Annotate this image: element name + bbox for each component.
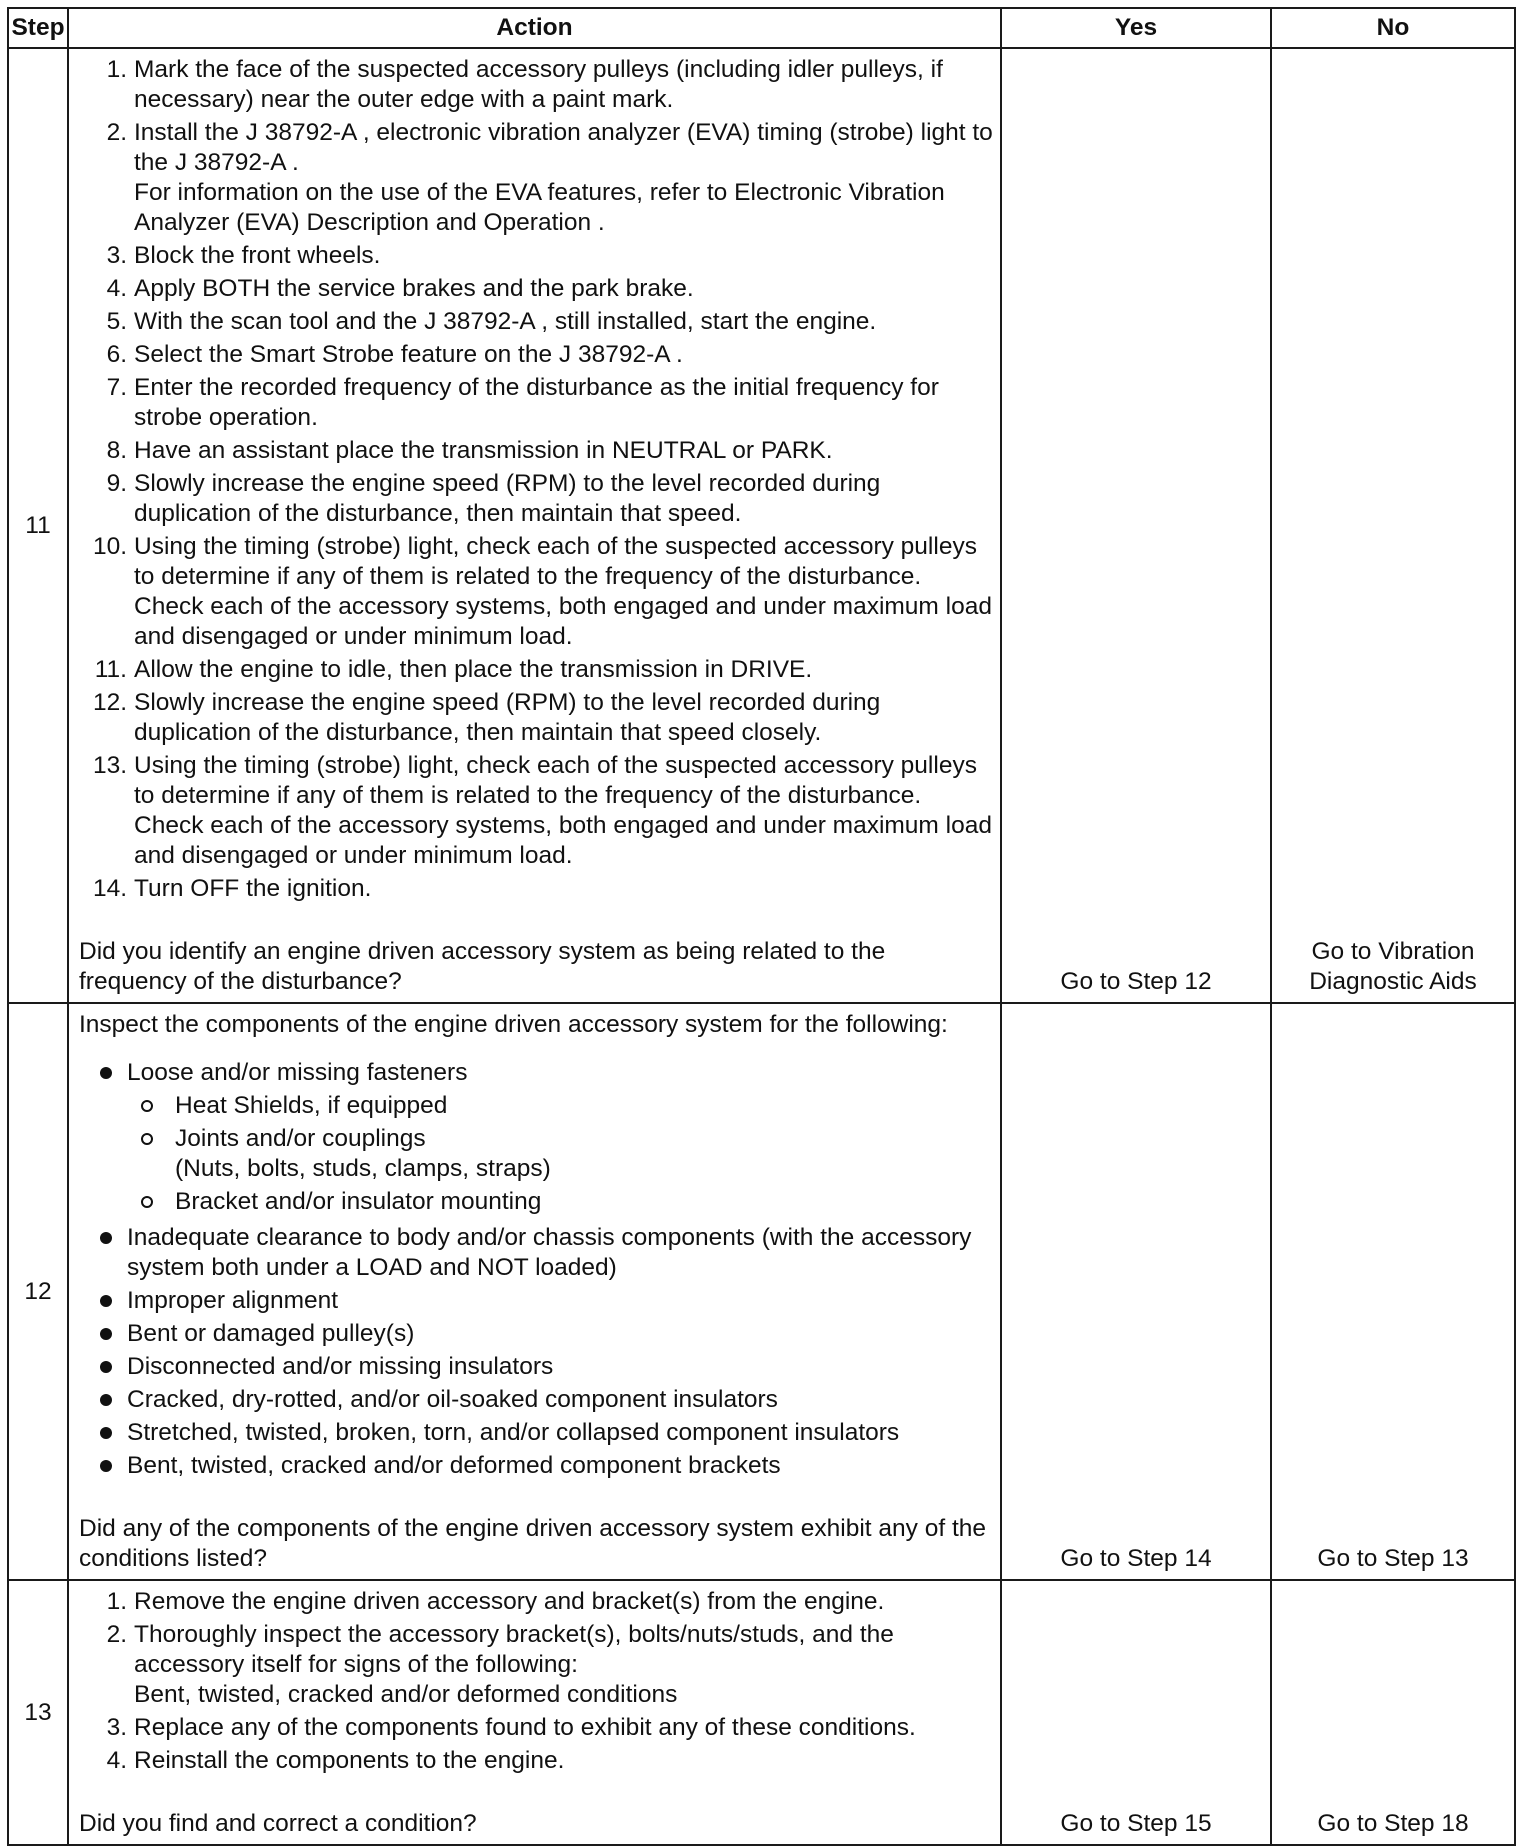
hollow-bullet-icon xyxy=(127,1124,177,1184)
list-item: 1. Remove the engine driven accessory and bracket(s) from the engine. xyxy=(106,1588,885,1615)
header-step: Step xyxy=(8,8,68,48)
list-item: 7. Enter the recorded frequency of the disturbance as the initial frequency for strobe operation. xyxy=(106,374,939,431)
action-cell xyxy=(68,1580,1001,1845)
bullet-icon xyxy=(79,1451,127,1481)
no-result: Go to Step 13 xyxy=(1271,1003,1515,1580)
list-item-note: Check each of the accessory systems, both engaged and under maximum load and disengaged or under minimum load. xyxy=(134,593,992,650)
list-item: 4. Reinstall the components to the engine. xyxy=(106,1747,565,1774)
bullet-item: Stretched, twisted, broken, torn, and/or collapsed component insulators xyxy=(79,1418,994,1448)
table-row-step-13 xyxy=(8,1580,1515,1845)
bullet-item: Bent or damaged pulley(s) xyxy=(79,1319,994,1349)
sub-bullet-item: Joints and/or couplings (Nuts, bolts, studs, clamps, straps) xyxy=(127,1124,994,1184)
list-item: 3. Block the front wheels. xyxy=(106,242,381,269)
bullet-item: Inadequate clearance to body and/or chassis components (with the accessory system both under a LOAD and NOT loaded) xyxy=(79,1223,994,1283)
table-row-step-12 xyxy=(8,1003,1515,1580)
step-number: 12 xyxy=(8,1003,68,1580)
hollow-bullet-icon xyxy=(127,1091,177,1121)
list-item: 14. Turn OFF the ignition. xyxy=(92,875,372,902)
header-no: No xyxy=(1271,8,1515,48)
header-row xyxy=(8,8,1515,48)
question-text: Did you identify an engine driven accessory system as being related to the frequency of the disturbance? xyxy=(79,938,886,995)
sub-bullet-item: Heat Shields, if equipped xyxy=(127,1091,994,1121)
list-item: 6. Select the Smart Strobe feature on the J 38792-A . xyxy=(106,341,683,368)
yes-result: Go to Step 14 xyxy=(1001,1003,1271,1580)
list-item: 13. Using the timing (strobe) light, check each of the suspected accessory pulleys to determine if any of them is related to the frequency of the disturbance. Check each of the accessory systems, both engaged and under maximum load and disengaged or under minimum load. xyxy=(79,751,994,871)
list-item: 5. With the scan tool and the J 38792-A , still installed, start the engine. xyxy=(106,308,877,335)
list-item-note: For information on the use of the EVA features, refer to Electronic Vibration Analyzer (EVA) Description and Operation . xyxy=(134,179,945,236)
list-item: 2. Thoroughly inspect the accessory bracket(s), bolts/nuts/studs, and the accessory itself for signs of the following: Bent, twisted, cracked and/or deformed conditions xyxy=(79,1620,994,1710)
numbered-list xyxy=(79,55,994,907)
action-cell xyxy=(68,48,1001,1003)
list-item: 4. Apply BOTH the service brakes and the park brake. xyxy=(106,275,694,302)
bullet-icon xyxy=(79,1385,127,1415)
question-text: Did you find and correct a condition? xyxy=(79,1810,477,1837)
list-item: 11. Allow the engine to idle, then place the transmission in DRIVE. xyxy=(94,656,813,683)
yes-result: Go to Step 12 xyxy=(1001,48,1271,1003)
list-item: 9. Slowly increase the engine speed (RPM) to the level recorded during duplication of the disturbance, then maintain that speed. xyxy=(106,470,881,527)
question-text: Did any of the components of the engine driven accessory system exhibit any of the conditions listed? xyxy=(79,1515,987,1572)
list-item: 3. Replace any of the components found to exhibit any of these conditions. xyxy=(106,1714,916,1741)
diagnostic-table xyxy=(7,7,1516,1846)
header-yes: Yes xyxy=(1001,8,1271,48)
step-number: 11 xyxy=(8,48,68,1003)
action-cell xyxy=(68,1003,1001,1580)
step-number: 13 xyxy=(8,1580,68,1845)
bullet-item: Disconnected and/or missing insulators xyxy=(79,1352,994,1382)
sub-bullet-list xyxy=(127,1091,994,1217)
list-item: 12. Slowly increase the engine speed (RPM) to the level recorded during duplication of the disturbance, then maintain that speed closely. xyxy=(92,689,881,746)
bullet-item: Loose and/or missing fasteners Heat Shields, if equipped Joints and/or couplings (Nuts, bolts, studs, clamps, straps) Bracket and/or insulator mounting xyxy=(79,1058,994,1220)
list-item: 1. Mark the face of the suspected accessory pulleys (including idler pulleys, if necessary) near the outer edge with a paint mark. xyxy=(106,56,943,113)
bullet-item: Improper alignment xyxy=(79,1286,994,1316)
list-item: 10. Using the timing (strobe) light, check each of the suspected accessory pulleys to determine if any of them is related to the frequency of the disturbance. Check each of the accessory systems, both engaged and under maximum load and disengaged or under minimum load. xyxy=(79,532,994,652)
yes-result: Go to Step 15 xyxy=(1001,1580,1271,1845)
hollow-bullet-icon xyxy=(127,1187,177,1217)
bullet-icon xyxy=(79,1058,127,1220)
no-result: Go to Vibration Diagnostic Aids xyxy=(1271,48,1515,1003)
list-item: 2. Install the J 38792-A , electronic vibration analyzer (EVA) timing (strobe) light to the J 38792-A . For information on the use of the EVA features, refer to Electronic Vibration Analyzer (EVA) Description and Operation . xyxy=(106,119,993,236)
bullet-icon xyxy=(79,1319,127,1349)
list-item: 8. Have an assistant place the transmission in NEUTRAL or PARK. xyxy=(106,437,833,464)
numbered-list xyxy=(79,1587,994,1779)
bullet-item: Cracked, dry-rotted, and/or oil-soaked component insulators xyxy=(79,1385,994,1415)
list-item-note: Bent, twisted, cracked and/or deformed conditions xyxy=(134,1681,678,1708)
bullet-icon xyxy=(79,1418,127,1448)
bullet-icon xyxy=(79,1352,127,1382)
bullet-icon xyxy=(79,1223,127,1283)
no-result: Go to Step 18 xyxy=(1271,1580,1515,1845)
bullet-list xyxy=(79,1058,994,1484)
intro-text: Inspect the components of the engine driven accessory system for the following: xyxy=(79,1011,948,1038)
sub-bullet-item: Bracket and/or insulator mounting xyxy=(127,1187,994,1217)
bullet-item: Bent, twisted, cracked and/or deformed component brackets xyxy=(79,1451,994,1481)
table-row-step-11 xyxy=(8,48,1515,1003)
header-action: Action xyxy=(68,8,1001,48)
list-item-note: Check each of the accessory systems, both engaged and under maximum load and disengaged or under minimum load. xyxy=(134,812,992,869)
bullet-icon xyxy=(79,1286,127,1316)
